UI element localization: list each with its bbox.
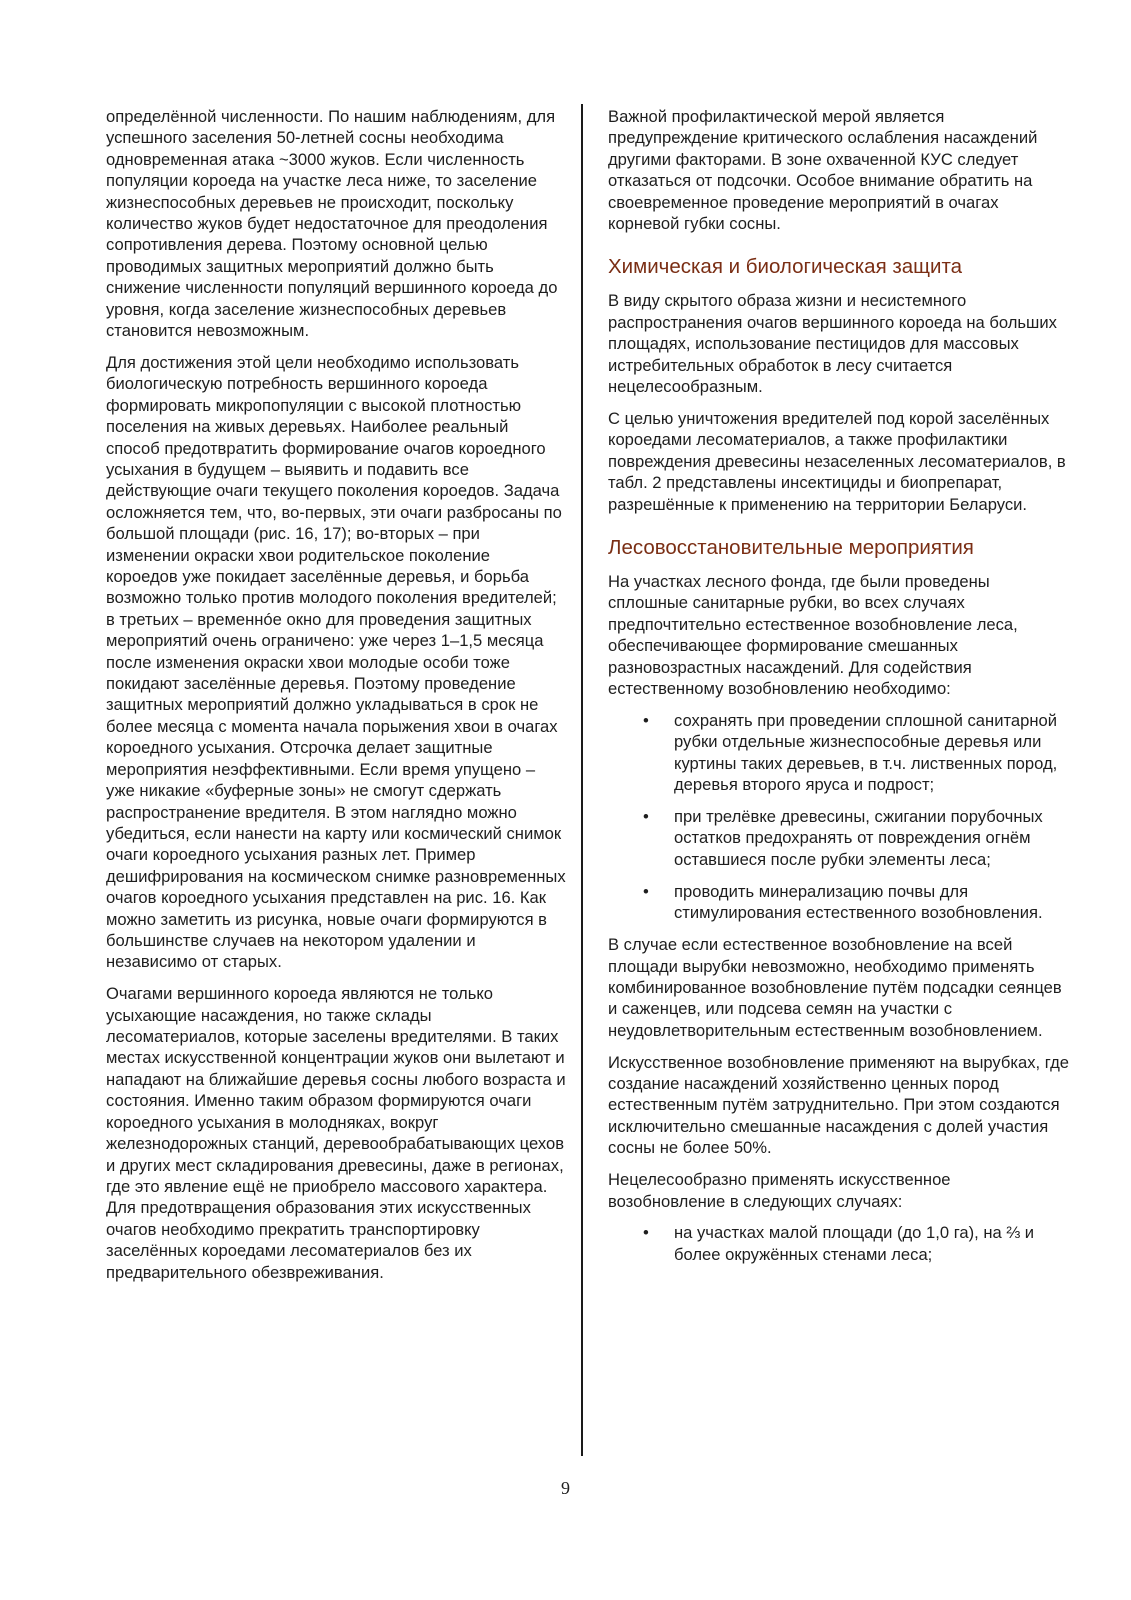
list-item-text: сохранять при проведении сплошной санитарной рубки отдельные жизнеспособные деревья или куртины таких деревьев, в т.ч. лиственных пород, деревья второго яруса и подрост; [674, 710, 1058, 795]
paragraph: Для достижения этой цели необходимо использовать биологическую потребность вершинного короеда формировать микропопуляции с высокой плотностью поселения на живых деревьях. Наиболее реальный способ предотвратить формирование очагов короедного усыхания в будущем – выявить и подавить все действующие очаги текущего поколения короедов. Задача осложняется тем, что, во-первых, эти очаги разбросаны по большой площади (рис. 16, 17); во-вторых – при изменении окраски хвои родительское поколение короедов уже покидает заселённые деревья, и борьба возможно только против молодого поколения вредителей; в третьих – временнóе окно для проведения защитных мероприятий очень ограничено: уже через 1–1,5 месяца после изменения окраски хвои молодые особи тоже покидают заселённые деревья. Поэтому проведение защитных мероприятий должно укладываться в срок не более месяца с момента начала порыжения хвои в очагах короедного усыхания. Отсрочка делает защитные мероприятия неэффективными. Если время упущено – уже никакие «буферные зоны» не смогут сдержать распространение вредителя. В этом наглядно можно убедиться, если нанести на карту или космический снимок очаги короедного усыхания разных лет. Пример дешифрирования на космическом снимке разновременных очагов короедного усыхания представлен на рис. 16. Как можно заметить из рисунка, новые очаги формируются в большинстве случаев на некотором удалении и независимо от старых. [106, 352, 566, 972]
bullet-list [608, 1222, 1070, 1265]
bullet-list [608, 710, 1070, 924]
list-item [608, 881, 1070, 924]
column-divider [581, 104, 583, 1456]
list-item-text: проводить минерализацию почвы для стимулирования естественного возобновления. [674, 881, 1043, 923]
paragraph: Нецелесообразно применять искусственное возобновление в следующих случаях: [608, 1170, 951, 1211]
paragraph: определённой численности. По нашим наблюдениям, для успешного заселения 50-летней сосны необходима одновременная атака ~3000 жуков. Если численность популяции короеда на участке леса ниже, то заселение жизнеспособных деревьев не происходит, поскольку количество жуков будет недостаточное для преодоления сопротивления дерева. Поэтому основной целью проводимых защитных мероприятий должно быть снижение численности популяций вершинного короеда до уровня, когда заселение жизнеспособных деревьев становится невозможным. [106, 107, 558, 341]
list-item [608, 710, 1070, 796]
paragraph: Искусственное возобновление применяют на вырубках, где создание насаждений хозяйственно ценных пород естественным путём затруднительно. При этом создаются исключительно смешанные насаждения с долей участия сосны не более 50%. [608, 1052, 1069, 1158]
bullet-icon: • [643, 807, 649, 827]
page-number: 9 [561, 1478, 570, 1498]
list-item-text: на участках малой площади (до 1,0 га), на ⅔ и более окружённых стенами леса; [674, 1223, 1035, 1264]
paragraph: С целью уничтожения вредителей под корой заселённых короедами лесоматериалов, а также профилактики повреждения древесины незаселенных лесоматериалов, в табл. 2 представлены инсектициды и биопрепарат, разрешённые к применению на территории Беларуси. [608, 408, 1066, 514]
list-item [608, 806, 1070, 870]
section-heading-chemical-protection: Химическая и биологическая защита [608, 255, 963, 279]
list-item-text: при трелёвке древесины, сжигании порубочных остатков предохранять от повреждения огнём оставшиеся после рубки элементы леса; [674, 807, 1043, 869]
bullet-icon: • [643, 881, 649, 901]
right-column [608, 106, 1070, 1276]
paragraph: Очагами вершинного короеда являются не только усыхающие насаждения, но также склады лесоматериалов, которые заселены вредителями. В таких местах искусственной концентрации жуков они вылетают и нападают на ближайшие деревья сосны любого возраста и состояния. Именно таким образом формируются очаги короедного усыхания в молодняках, вокруг железнодорожных станций, деревообрабатывающих цехов и других мест складирования древесины, даже в регионах, где это явление ещё не приобрело массового характера. Для предотвращения образования этих искусственных очагов необходимо прекратить транспортировку заселённых короедами лесоматериалов без их предварительного обезвреживания. [106, 984, 566, 1282]
paragraph: На участках лесного фонда, где были проведены сплошные санитарные рубки, во всех случаях предпочтительно естественное возобновление леса, обеспечивающее формирование смешанных разновозрастных насаждений. Для содействия естественному возобновлению необходимо: [608, 572, 1018, 699]
paragraph: В виду скрытого образа жизни и несистемного распространения очагов вершинного короеда на больших площадях, использование пестицидов для массовых истребительных обработок в лесу считается нецелесообразным. [608, 291, 1057, 397]
list-item [608, 1222, 1070, 1265]
bullet-icon: • [643, 1223, 649, 1243]
paragraph: В случае если естественное возобновление на всей площади вырубки невозможно, необходимо применять комбинированное возобновление путём подсадки сеянцев и саженцев, или подсева семян на участки с неудовлетворительным естественным возобновлением. [608, 935, 1062, 1040]
paragraph: Важной профилактической мерой является предупреждение критического ослабления насаждений другими факторами. В зоне охваченной КУС следует отказаться от подсочки. Особое внимание обратить на своевременное проведение мероприятий в очагах корневой губки сосны. [608, 107, 1038, 234]
left-column [106, 106, 566, 1293]
bullet-icon: • [643, 710, 649, 730]
section-heading-forest-restoration: Лесовосстановительные мероприятия [608, 536, 974, 559]
